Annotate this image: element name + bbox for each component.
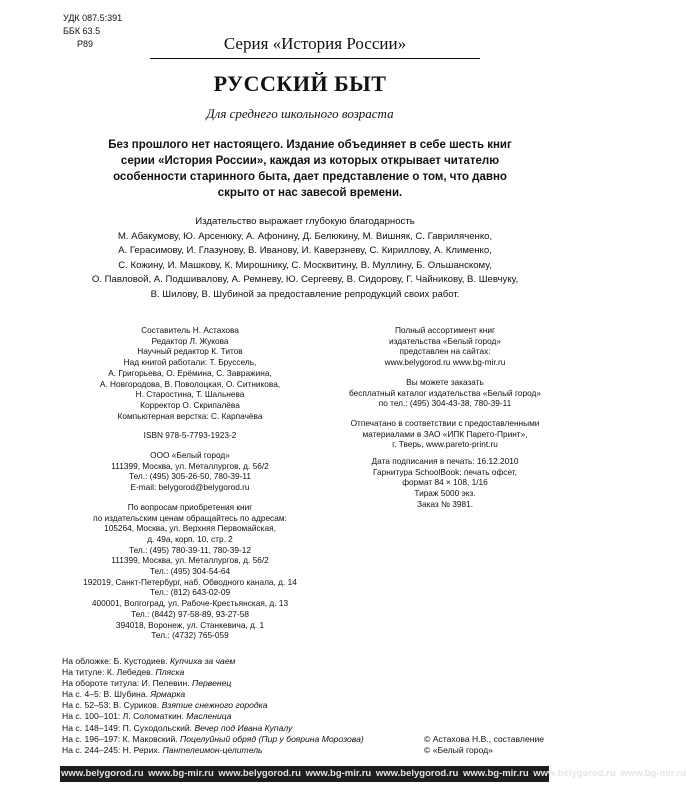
catalog-websites: www.belygorod.ru www.bg-mir.ru	[384, 357, 506, 368]
signed-line: Дата подписания в печать: 16.12.2010	[371, 456, 519, 467]
publisher-line: ООО «Белый город»	[150, 450, 230, 461]
signed-line: Заказ № 3981.	[416, 498, 474, 509]
order-line: Вы можете заказать	[406, 376, 484, 387]
signed-line: Тираж 5000 экз.	[414, 488, 476, 499]
udc-code: УДК 087.5:391	[63, 13, 123, 23]
address-line: Тел.: (4732) 765-059	[151, 630, 229, 641]
address-line: Тел.: (495) 780-39-11, 780-39-12	[128, 544, 252, 555]
credits-line: Составитель Н. Астахова	[141, 325, 239, 335]
illustration-credit: На обороте титула: И. Пелевин. Первенец	[62, 678, 232, 689]
address-line: д. 49а, корп. 10, стр. 2	[147, 533, 233, 544]
credits-line: Н. Старостина, Т. Шальнева	[135, 389, 245, 400]
copyright-line: © «Белый город»	[424, 745, 493, 756]
catalog-line: издательства «Белый город»	[388, 335, 502, 346]
address-line: Тел.: (812) 643-02-09	[149, 587, 231, 598]
credits-line: Над книгой работали: Т. Бруссель,	[123, 357, 257, 368]
address-line: 192019, Санкт-Петербург, наб. Обводного канала, д. 14	[83, 576, 297, 587]
banner-url: www.bg-mir.ru	[463, 768, 529, 779]
address-line: Тел.: (495) 304-54-64	[149, 566, 231, 577]
address-line: 400001, Волгоград, ул. Рабоче-Крестьянская, д. 13	[91, 598, 289, 609]
publisher-email: E-mail: belygorod@belygorod.ru	[130, 482, 250, 493]
address-line: По вопросам приобретения книг	[127, 501, 253, 512]
signed-line: Гарнитура SchoolBook; печать офсет,	[373, 466, 517, 477]
illustration-credit: На с. 4–5: В. Шубина. Ярмарка	[62, 689, 186, 700]
website-banner	[60, 766, 687, 782]
illustration-credit: На с. 148–149: П. Суходольский. Вечер под Ивана Купалу	[62, 722, 293, 733]
acknowledgements-line: С. Кожину, И. Машкову, К. Мирошнику, С. Москвитину, В. Муллину, Б. Ольшанскому,	[118, 259, 492, 271]
publisher-line: Тел.: (495) 305-26-50, 780-39-11	[128, 471, 252, 482]
annotation-line: Без прошлого нет настоящего. Издание объединяет в себе шесть книг	[108, 139, 512, 151]
illustration-credit: На титуле: К. Лебедев. Пляска	[62, 667, 185, 678]
acknowledgements-line: А. Герасимову, И. Глазунову, В. Иванову, И. Каверзневу, С. Кириллову, А. Клименко,	[118, 245, 492, 256]
banner-url: www.belygorod.ru	[218, 768, 301, 779]
acknowledgements-line: М. Абакумову, Ю. Арсенюку, А. Афонину, Д. Белюкину, М. Вишняк, С. Гавриляченко,	[117, 230, 493, 242]
address-line: 394018, Воронеж, ул. Станкевича, д. 1	[115, 619, 265, 630]
banner-url: www.bg-mir.ru	[148, 768, 214, 779]
isbn: ISBN 978-5-7793-1923-2	[143, 430, 237, 441]
order-line: по тел.: (495) 304-43-38, 780-39-11	[378, 398, 512, 409]
age-note: Для среднего школьного возраста	[206, 106, 394, 121]
address-line: Тел.: (8442) 97-58-89, 93-27-58	[130, 608, 250, 619]
publisher-line: 111399, Москва, ул. Металлургов, д. 56/2	[111, 460, 269, 471]
printed-line: Отпечатано в соответствии с предоставленными	[350, 417, 540, 428]
acknowledgements-line: Издательство выражает глубокую благодарность	[195, 216, 415, 227]
credits-line: Редактор Л. Жукова	[151, 335, 229, 346]
acknowledgements-line: О. Павловой, А. Подшивалову, А. Ремневу, Ю. Сергееву, В. Сидорову, Г. Чайникову, В. Шевчуку,	[91, 274, 519, 285]
copyright-line: © Астахова Н.В., составление	[424, 734, 545, 744]
banner-url: www.belygorod.ru	[375, 768, 459, 779]
address-line: 111399, Москва, ул. Металлургов, д. 56/2	[111, 555, 269, 566]
credits-line: Корректор О. Скрипалёва	[140, 399, 240, 410]
illustration-credit: На обложке: Б. Кустодиев. Купчиха за чаем	[62, 656, 236, 666]
illustration-credits	[62, 656, 364, 756]
printed-line: материалами в ЗАО «ИПК Парето-Принт»,	[362, 428, 528, 439]
acknowledgements-line: В. Шилову, В. Шубиной за предоставление репродукций своих работ.	[150, 288, 460, 300]
order-line: бесплатный каталог издательства «Белый город»	[349, 387, 541, 398]
annotation-line: серии «История России», каждая из которых открывает читателю	[120, 155, 500, 167]
bbk-code: ББК 63.5	[63, 26, 101, 36]
address-line: 105264, Москва, ул. Верхняя Первомайская,	[104, 523, 276, 534]
credits-line: А. Григорьева, О. Ерёмина, С. Завражина,	[108, 367, 272, 378]
annotation	[85, 137, 535, 201]
signed-line: формат 84 × 108, 1/16	[402, 477, 488, 488]
banner-url: www.belygorod.ru	[533, 768, 616, 779]
banner-url: www.bg-mir.ru	[620, 768, 687, 779]
author-mark: Р89	[77, 39, 94, 49]
book-title: РУССКИЙ БЫТ	[213, 71, 387, 96]
acknowledgements	[40, 215, 570, 302]
right-imprint-column	[330, 325, 560, 510]
credits-line: А. Новгородова, В. Поволоцкая, О. Ситникова,	[99, 378, 281, 389]
printed-line: г. Тверь, www.pareto-print.ru	[392, 439, 498, 450]
copyright-notice	[424, 734, 544, 756]
left-imprint-column	[60, 325, 320, 641]
catalog-line: Полный ассортимент книг	[394, 325, 496, 335]
illustration-credit: На с. 244–245: Н. Рерих. Пантелеимон-целитель	[62, 744, 263, 755]
illustration-credit: На с. 196–197: К. Маковский. Поцелуйный обряд (Пир у боярина Морозова)	[62, 733, 364, 744]
banner-url: www.bg-mir.ru	[305, 768, 372, 779]
credits-line: Научный редактор К. Титов	[137, 346, 243, 357]
illustration-credit: На с. 100–101: Л. Соломаткин. Масленица	[62, 711, 232, 722]
series-title: Серия «История России»	[150, 34, 480, 59]
address-line: по издательским ценам обращайтесь по адресам:	[93, 512, 287, 523]
illustration-credit: На с. 52–53: В. Суриков. Взятие снежного городка	[62, 700, 268, 711]
credits-line: Компьютерная верстка: С. Карпачёва	[117, 410, 263, 421]
catalog-line: представлен на сайтах:	[399, 346, 491, 357]
annotation-line: особенности старинного быта, дает представление о том, что давно	[113, 171, 507, 183]
banner-url: www.belygorod.ru	[61, 768, 144, 779]
classification-codes	[63, 12, 122, 51]
annotation-line: скрыто от нас завесой времени.	[217, 187, 403, 199]
